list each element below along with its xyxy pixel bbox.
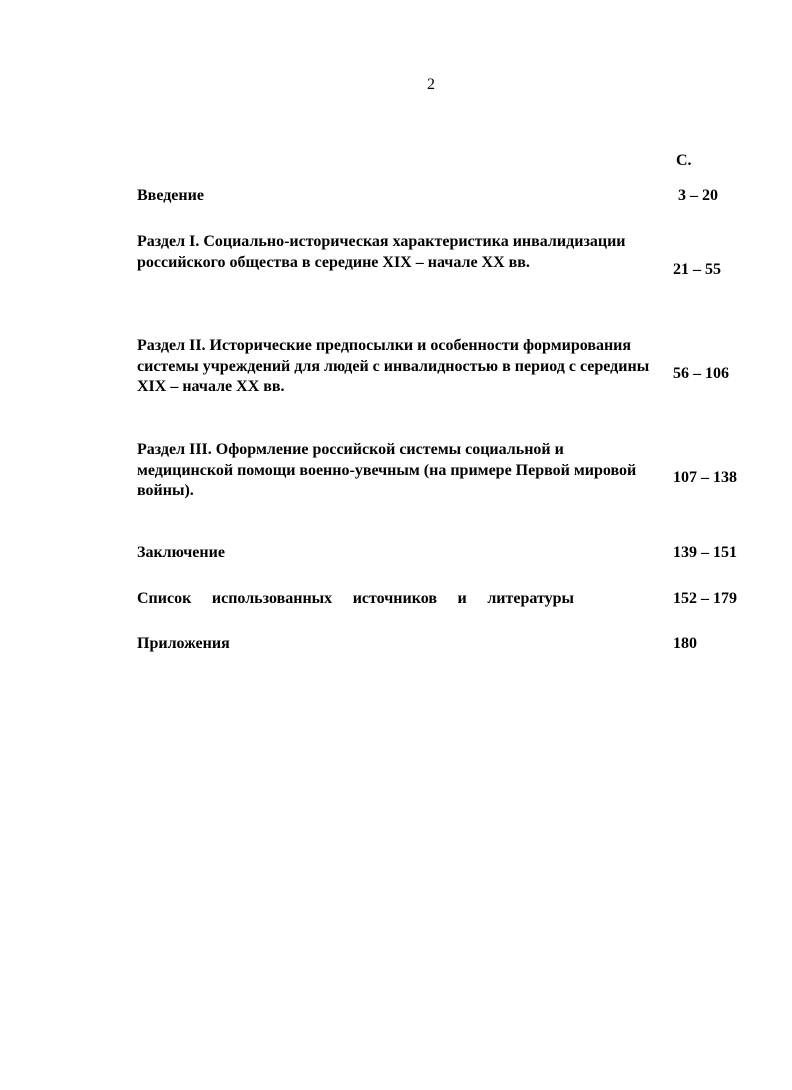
toc-entry-title: Введение [137,187,204,204]
pages-column-header: С. [676,152,692,169]
toc-entry-section-3 [137,440,747,504]
toc-entry-appendices [137,634,747,656]
toc-entry-pages: 21 – 55 [673,261,721,278]
toc-entry-title: Список использованных источников и литературы [137,590,574,607]
toc-entry-pages: 139 – 151 [673,544,737,561]
toc-entry-conclusion [137,543,747,565]
toc-entry-pages: 3 – 20 [678,187,718,204]
toc-entry-title: Заключение [137,544,225,561]
toc-entry-pages: 107 – 138 [673,469,737,486]
toc-entry-introduction [137,186,747,208]
toc-entry-title: Раздел I. Социально-историческая характеристика инвалидизации российского общества в середине XIX – начале XX вв. [137,233,626,271]
toc-entry-sources [137,589,747,611]
toc-entry-pages: 180 [673,635,697,652]
toc-entry-pages: 56 – 106 [673,365,729,382]
toc-entry-title: Раздел II. Исторические предпосылки и особенности формирования системы учреждений для людей с инвалидностью в период с середины XIX – начале XX вв. [137,337,650,395]
toc-entry-section-2 [137,336,747,400]
toc-entry-title: Раздел III. Оформление российской системы социальной и медицинской помощи военно-увечным (на примере Первой мировой войны). [137,441,637,499]
toc-entry-section-1 [137,232,747,296]
toc-entry-title: Приложения [137,635,230,652]
toc-entry-pages: 152 – 179 [673,590,737,607]
page-number: 2 [427,76,435,93]
